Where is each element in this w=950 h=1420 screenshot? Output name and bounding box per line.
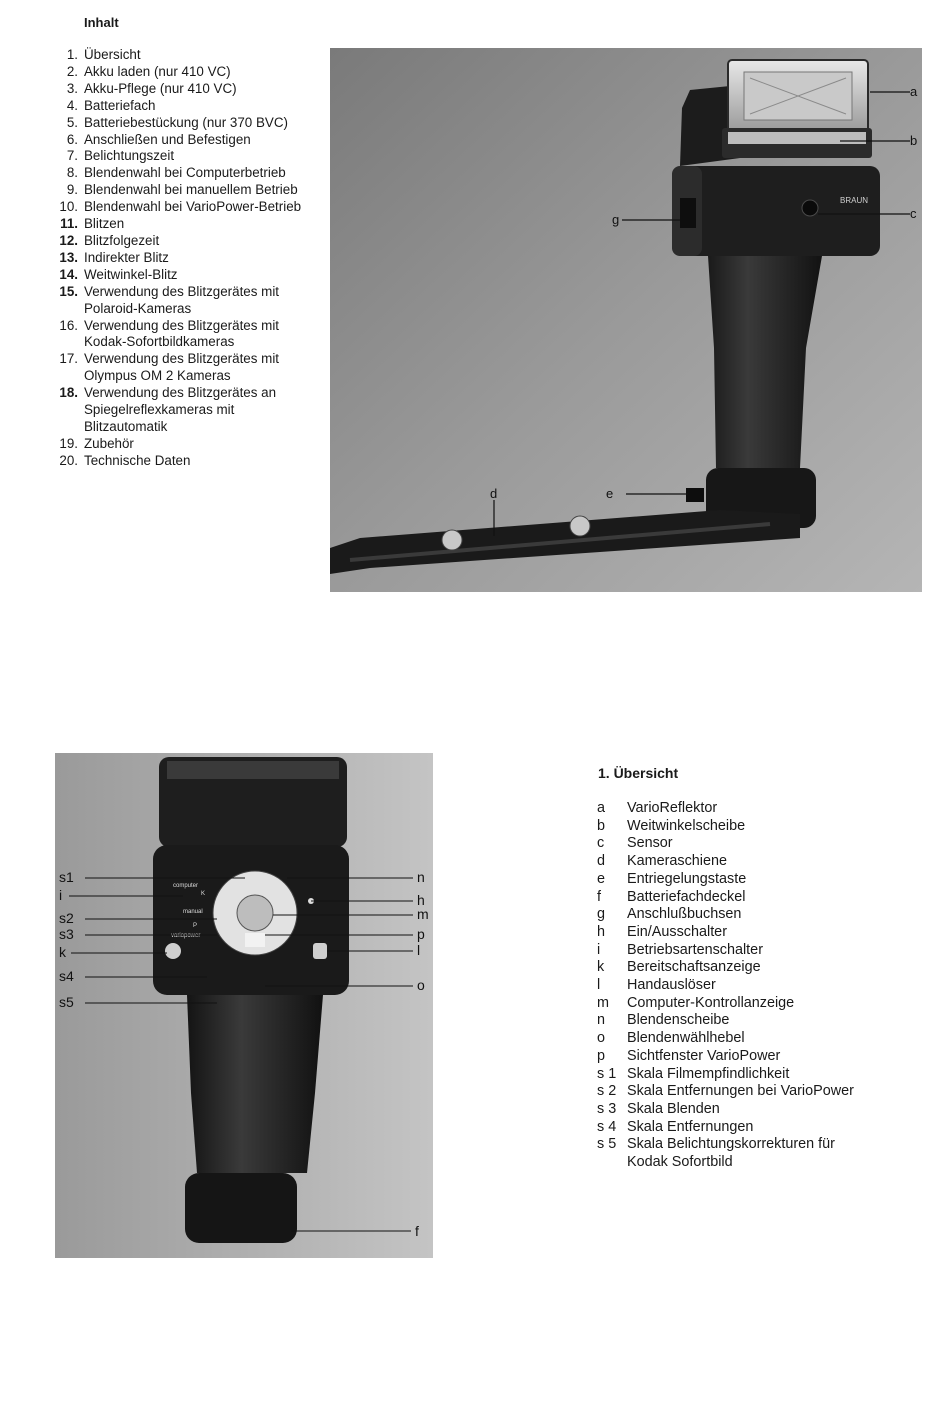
callout-g: g — [612, 212, 620, 227]
toc-item — [40, 182, 310, 199]
toc-text: Blendenwahl bei Computerbetrieb — [84, 165, 286, 181]
toc-number: 16. — [59, 317, 78, 333]
overview-title: 1. Übersicht — [598, 765, 679, 781]
toc-item — [40, 216, 310, 233]
legend-item — [597, 800, 857, 818]
toc-item — [40, 351, 310, 385]
flash-body — [672, 166, 880, 256]
legend-item — [597, 835, 857, 853]
toc-text: Verwendung des Blitzgerätes mit Polaroid-Kameras — [84, 283, 280, 316]
legend-text: Skala Blenden — [627, 1100, 720, 1117]
toc-list — [40, 47, 310, 470]
toc-text: Belichtungszeit — [84, 148, 175, 164]
legend-key: i — [597, 941, 601, 958]
battery-cover — [185, 1173, 297, 1243]
toc-number: 13. — [59, 249, 78, 265]
toc-text: Anschließen und Befestigen — [84, 131, 251, 147]
legend-key: s 1 — [597, 1065, 617, 1082]
toc-number: 2. — [66, 63, 78, 79]
legend-key: e — [597, 870, 606, 887]
toc-item — [40, 385, 310, 436]
callout-s1: s1 — [59, 869, 74, 885]
overview-legend — [597, 800, 857, 1172]
legend-item — [597, 942, 857, 960]
toc-number: 7. — [66, 148, 78, 164]
toc-item — [40, 81, 310, 98]
legend-item — [597, 906, 857, 924]
legend-item — [597, 1066, 857, 1084]
legend-key: n — [597, 1012, 606, 1029]
callout-f: f — [415, 1223, 419, 1239]
legend-item — [597, 818, 857, 836]
mode-variopower-label: variopower — [171, 933, 201, 939]
connector-sockets — [680, 198, 696, 228]
toc-text: Verwendung des Blitzgerätes mit Olympus OM 2 Kameras — [84, 351, 280, 384]
legend-key: f — [597, 888, 601, 905]
toc-item — [40, 98, 310, 115]
toc-item — [40, 267, 310, 284]
legend-item — [597, 1136, 857, 1171]
legend-key: c — [597, 835, 605, 852]
callout-s4: s4 — [59, 968, 74, 984]
legend-item — [597, 1101, 857, 1119]
toc-text: Blitzfolgezeit — [84, 232, 160, 248]
toc-text: Blitzen — [84, 216, 125, 232]
flash-front-photo — [55, 753, 433, 1258]
toc-text: Blendenwahl bei manuellem Betrieb — [84, 182, 298, 198]
legend-text: Ein/Ausschalter — [627, 923, 727, 940]
legend-text: Sensor — [627, 835, 673, 852]
legend-text: Kameraschiene — [627, 853, 727, 870]
toc-text: Verwendung des Blitzgerätes an Spiegelreflexkameras mit Blitzautomatik — [84, 385, 277, 434]
mode-p-label: P — [193, 923, 198, 929]
toc-title: Inhalt — [84, 15, 119, 30]
legend-item — [597, 924, 857, 942]
toc-text: Übersicht — [84, 47, 141, 62]
callout-s3: s3 — [59, 926, 74, 942]
toc-item — [40, 64, 310, 81]
toc-item — [40, 233, 310, 250]
legend-key: p — [597, 1047, 606, 1064]
callout-p: p — [417, 926, 425, 942]
legend-text: Bereitschaftsanzeige — [627, 959, 761, 976]
legend-item — [597, 1048, 857, 1066]
legend-item — [597, 1012, 857, 1030]
sensor — [802, 200, 818, 216]
legend-key: k — [597, 959, 605, 976]
legend-item — [597, 871, 857, 889]
toc-item — [40, 199, 310, 216]
toc-number: 5. — [66, 114, 78, 130]
toc-item — [40, 47, 310, 64]
toc-number: 4. — [66, 97, 78, 113]
legend-item — [597, 1119, 857, 1137]
toc-number: 6. — [66, 131, 78, 147]
legend-item — [597, 853, 857, 871]
toc-item — [40, 318, 310, 352]
toc-item — [40, 148, 310, 165]
toc-number: 20. — [59, 452, 78, 468]
legend-key: l — [597, 977, 601, 994]
callout-b: b — [910, 133, 918, 148]
callout-k: k — [59, 944, 66, 960]
toc-text: Batteriefach — [84, 97, 156, 113]
toc-text: Blendenwahl bei VarioPower-Betrieb — [84, 199, 302, 215]
computer-indicator — [237, 895, 273, 931]
toc-item — [40, 250, 310, 267]
toc-number: 18. — [59, 385, 78, 401]
callout-n: n — [417, 869, 425, 885]
release-button — [686, 488, 704, 502]
legend-text: Blendenscheibe — [627, 1012, 730, 1029]
legend-text: Handauslöser — [627, 977, 716, 994]
legend-item — [597, 1083, 857, 1101]
callout-m: m — [417, 906, 429, 922]
legend-key: s 4 — [597, 1118, 617, 1135]
legend-text: VarioReflektor — [627, 800, 718, 816]
callout-c: c — [910, 206, 917, 221]
legend-key: s 3 — [597, 1100, 617, 1117]
legend-text: Weitwinkelscheibe — [627, 817, 746, 834]
toc-number: 1. — [66, 47, 78, 62]
callout-h: h — [417, 892, 425, 908]
legend-item — [597, 959, 857, 977]
toc-number: 11. — [60, 216, 78, 232]
callout-i: i — [59, 887, 63, 903]
hand-grip — [187, 995, 323, 1173]
toc-text: Batteriebestückung (nur 370 BVC) — [84, 114, 288, 130]
toc-text: Akku laden (nur 410 VC) — [84, 63, 231, 79]
legend-key: b — [597, 817, 606, 834]
legend-text: Blendenwählhebel — [627, 1030, 745, 1047]
mode-computer-label: computer — [173, 883, 199, 889]
hand-trigger — [313, 943, 327, 959]
callout-d: d — [490, 486, 498, 501]
toc-text: Technische Daten — [84, 452, 191, 468]
toc-number: 8. — [66, 165, 78, 181]
legend-item — [597, 1030, 857, 1048]
legend-key: m — [597, 994, 609, 1011]
flash-bracket-photo — [330, 48, 922, 592]
legend-key: s 5 — [597, 1136, 617, 1153]
toc-item — [40, 165, 310, 182]
callout-o: o — [417, 977, 425, 993]
toc-item — [40, 436, 310, 453]
toc-number: 14. — [59, 266, 78, 282]
brand-logo: BRAUN — [840, 196, 869, 205]
legend-text: Betriebsartenschalter — [627, 941, 763, 958]
legend-text: Anschlußbuchsen — [627, 906, 742, 923]
legend-text: Batteriefachdeckel — [627, 888, 746, 905]
toc-number: 15. — [59, 283, 78, 299]
toc-text: Weitwinkel-Blitz — [84, 266, 178, 282]
toc-text: Akku-Pflege (nur 410 VC) — [84, 80, 237, 96]
callout-l: l — [417, 942, 421, 958]
ready-indicator — [165, 943, 181, 959]
legend-item — [597, 889, 857, 907]
legend-text: Skala Entfernungen bei VarioPower — [627, 1083, 854, 1100]
toc-item — [40, 284, 310, 318]
legend-item — [597, 995, 857, 1013]
legend-text: Skala Belichtungskorrekturen für Kodak Sofortbild — [627, 1136, 835, 1171]
legend-key: s 2 — [597, 1083, 617, 1100]
callout-e: e — [606, 486, 614, 501]
legend-text: Entriegelungstaste — [627, 870, 747, 887]
legend-text: Sichtfenster VarioPower — [627, 1047, 781, 1064]
callout-s2: s2 — [59, 910, 74, 926]
legend-item — [597, 977, 857, 995]
mode-manual-label: manual — [183, 909, 203, 915]
toc-number: 12. — [59, 232, 78, 248]
legend-key: h — [597, 923, 606, 940]
legend-text: Skala Entfernungen — [627, 1118, 754, 1135]
legend-text: Computer-Kontrollanzeige — [627, 994, 795, 1011]
toc-number: 9. — [66, 182, 78, 198]
legend-key: a — [597, 800, 606, 816]
toc-number: 3. — [66, 80, 78, 96]
legend-key: g — [597, 906, 606, 923]
callout-a: a — [910, 84, 918, 99]
toc-item — [40, 453, 310, 470]
toc-text: Zubehör — [84, 435, 134, 451]
legend-text: Skala Filmempfindlichkeit — [627, 1065, 790, 1082]
toc-number: 17. — [59, 351, 78, 367]
toc-item — [40, 115, 310, 132]
toc-text: Verwendung des Blitzgerätes mit Kodak-Sofortbildkameras — [84, 317, 280, 350]
legend-key: d — [597, 853, 606, 870]
mode-k-label: K — [201, 891, 206, 897]
toc-text: Indirekter Blitz — [84, 249, 169, 265]
legend-key: o — [597, 1030, 606, 1047]
toc-number: 19. — [59, 435, 78, 451]
toc-number: 10. — [59, 199, 78, 215]
variopower-window — [245, 933, 265, 947]
callout-s5: s5 — [59, 994, 74, 1010]
toc-item — [40, 132, 310, 149]
